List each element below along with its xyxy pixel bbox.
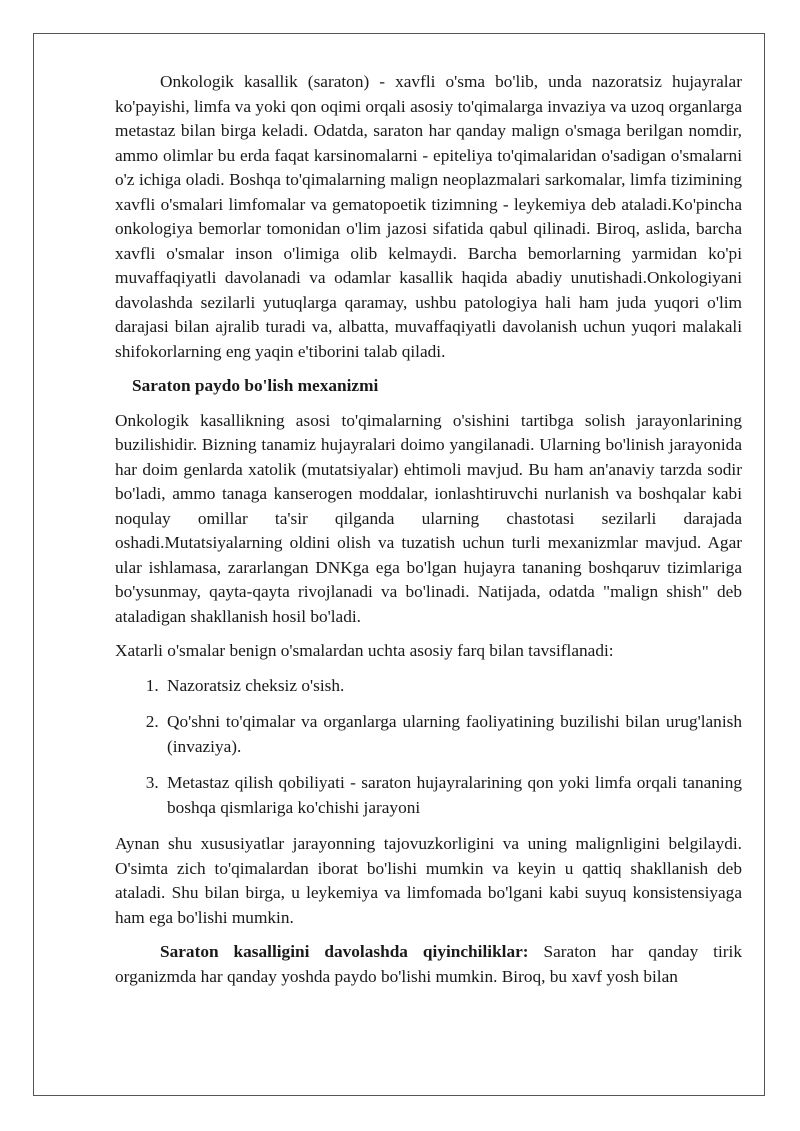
treatment-paragraph	[115, 940, 742, 989]
document-body	[115, 70, 742, 989]
differences-list	[115, 674, 742, 821]
characteristics-paragraph: Aynan shu xususiyatlar jarayonning tajovuzkorligini va uning malignligini belgilaydi. O'simta zich to'qimalardan iborat bo'lishi mumkin va keyin u qattiq shakllanish deb ataladi. Shu bilan birga, u leykemiya va limfomada bo'lgani kabi suyuq konsistensiyaga ham ega bo'lishi mumkin.	[115, 834, 742, 927]
differences-intro: Xatarli o'smalar benign o'smalardan uchta asosiy farq bilan tavsiflanadi:	[115, 641, 614, 660]
treatment-heading: Saraton kasalligini davolashda qiyinchiliklar:	[160, 942, 529, 961]
list-item: 3. Metastaz qilish qobiliyati - saraton hujayralarining qon yoki limfa orqali tananing boshqa qismlariga ko'chishi jarayoni	[163, 771, 742, 820]
mechanism-paragraph: Onkologik kasallikning asosi to'qimalarning o'sishini tartibga solish jarayonlarining buzilishidir. Bizning tanamiz hujayralari doimo yangilanadi. Ularning bo'linish jarayonida har doim genlarda xatolik (mutatsiyalar) ehtimoli mavjud. Bu ham an'anaviy tarzda sodir bo'ladi, ammo tanaga kanserogen moddalar, ionlashtiruvchi nurlanish va boshqalar kabi noqulay omillar ta'sir qilganda ularning chastotasi sezilarli darajada oshadi.Mutatsiyalarning oldini olish va tuzatish uchun turli mexanizmlar mavjud. Agar ular ishlamasa, zararlangan DNKga ega bo'lgan hujayra tananing boshqaruv tizimlariga bo'ysunmay, qayta-qayta rivojlanadi va bo'linadi. Natijada, odatda "malign shish" deb ataladigan shakllanish hosil bo'ladi.	[115, 410, 742, 626]
section-heading: Saraton paydo bo'lish mexanizmi	[132, 376, 379, 395]
intro-paragraph: Onkologik kasallik (saraton) - xavfli o'sma bo'lib, unda nazoratsiz hujayralar ko'payishi, limfa va yoki qon oqimi orqali asosiy to'qimalarga invaziya va uzoq organlarga metastaz bilan birga keladi. Odatda, saraton har qanday malign o'smaga berilgan nomdir, ammo olimlar bu erda faqat karsinomalarni - epiteliya to'qimalaridan o'sadigan o'smalarni o'z ichiga oladi. Boshqa to'qimalarning malign neoplazmalari sarkomalar, limfa tizimining xavfli o'smalari limfomalar va gematopoetik tizimning - leykemiya deb ataladi.Ko'pincha onkologiya bemorlar tomonidan o'lim jazosi sifatida qabul qilinadi. Biroq, aslida, barcha xavfli o'smalar inson o'limiga olib kelmaydi. Barcha bemorlarning yarmidan ko'pi muvaffaqiyatli davolanadi va odamlar kasallik haqida abadiy unutishadi.Onkologiyani davolashda sezilarli yutuqlarga qaramay, ushbu patologiya hali ham juda yuqori o'lim darajasi bilan ajralib turadi va, albatta, muvaffaqiyatli davolanish uchun yuqori malakali shifokorlarning eng yaqin e'tiborini talab qiladi.	[115, 72, 742, 361]
list-item: 2. Qo'shni to'qimalar va organlarga ularning faoliyatining buzilishi bilan urug'lanish (invaziya).	[163, 710, 742, 759]
list-item: 1. Nazoratsiz cheksiz o'sish.	[163, 674, 742, 699]
treatment-text: Saraton har qanday tirik organizmda har qanday yoshda paydo bo'lishi mumkin. Biroq, bu xavf yosh bilan	[115, 942, 742, 986]
